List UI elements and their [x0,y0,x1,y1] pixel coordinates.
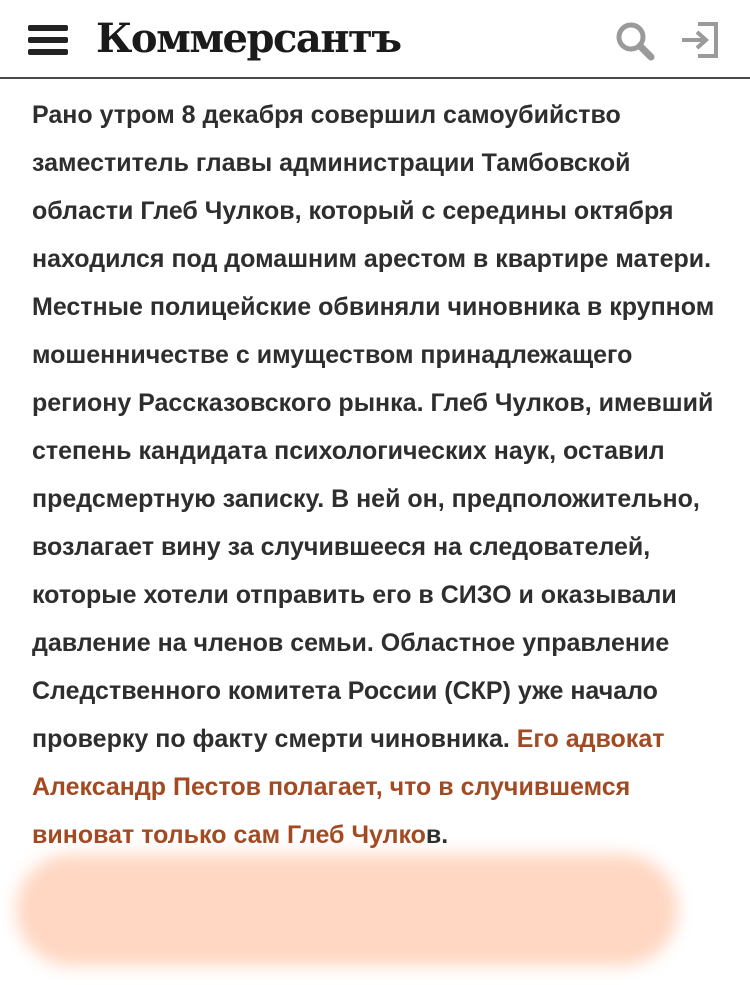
article-text-end: в. [425,821,449,849]
menu-bar [28,37,68,43]
article-body [32,91,722,859]
article-text: Рано утром 8 декабря совершил самоубийство заместитель главы администрации Тамбовской области Глеб Чулков, который с середины октября находился под домашним арестом в квартире матери. Местные полицейские обвиняли чиновника в крупном мошенничестве с имуществом принадлежащего региону Рассказовского рынка. Глеб Чулков, имевший степень кандидата психологических наук, оставил предсмертную записку. В ней он, предположительно, возлагает вину за случившееся на следователей, которые хотели отправить его в СИЗО и оказывали давление на членов семьи. Областное управление Следственного комитета России (СКР) уже начало проверку по факту смерти чиновника. [32,101,715,753]
article-paragraph [32,91,722,859]
site-header [0,0,750,79]
menu-bar [28,25,68,31]
highlighted-text: Его адвокат Александр Пестов полагает, что в случившемся виноват только сам Глеб Чулко [32,725,665,849]
hamburger-menu-icon[interactable] [28,25,72,57]
hand-drawn-highlight [16,854,678,966]
login-icon[interactable] [678,16,722,60]
site-logo[interactable]: Коммерсантъ [96,15,401,62]
menu-bar [28,49,68,55]
search-icon[interactable] [613,19,657,63]
